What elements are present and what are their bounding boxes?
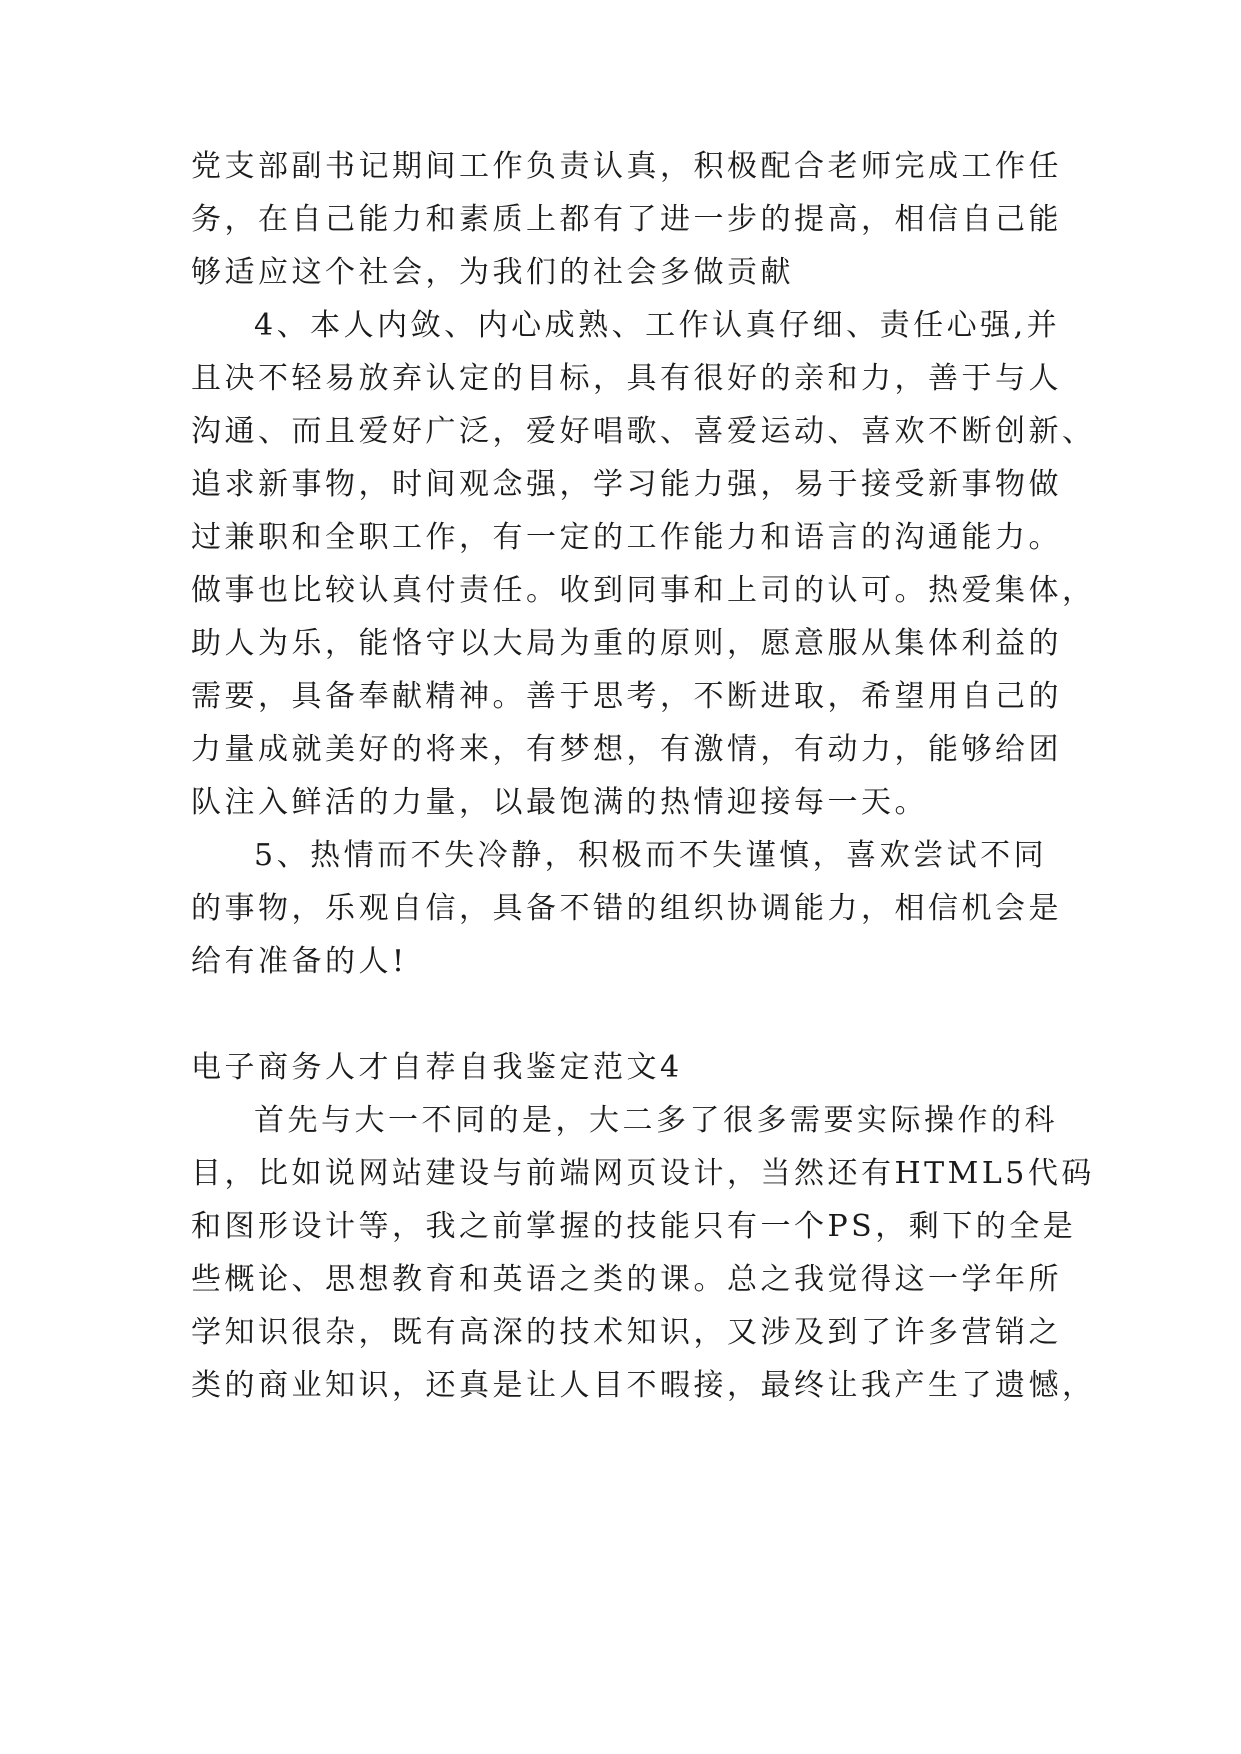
text-line: 学知识很杂，既有高深的技术知识，又涉及到了许多营销之 [191, 1315, 1062, 1350]
section-heading: 电子商务人才自荐自我鉴定范文4 [191, 1050, 683, 1085]
text-line: 力量成就美好的将来，有梦想，有激情，有动力，能够给团 [191, 732, 1062, 767]
text-line: 且决不轻易放弃认定的目标，具有很好的亲和力，善于与人 [191, 361, 1062, 396]
text-line: 和图形设计等，我之前掌握的技能只有一个PS，剩下的全是 [191, 1209, 1077, 1244]
text-line: 助人为乐，能恪守以大局为重的原则，愿意服从集体利益的 [191, 626, 1062, 661]
paragraph-start-line: 首先与大一不同的是，大二多了很多需要实际操作的科 [254, 1103, 1058, 1138]
text-line: 务，在自己能力和素质上都有了进一步的提高，相信自己能 [191, 202, 1062, 237]
text-line: 给有准备的人! [191, 944, 408, 979]
text-line: 够适应这个社会，为我们的社会多做贡献 [191, 255, 794, 290]
text-line: 沟通、而且爱好广泛，爱好唱歌、喜爱运动、喜欢不断创新、 [191, 414, 1096, 449]
text-line: 过兼职和全职工作，有一定的工作能力和语言的沟通能力。 [191, 520, 1062, 555]
text-line: 类的商业知识，还真是让人目不暇接，最终让我产生了遗憾， [191, 1368, 1096, 1403]
paragraph-start-line: 4、本人内敛、内心成熟、工作认真仔细、责任心强,并 [254, 308, 1061, 343]
text-line: 的事物，乐观自信，具备不错的组织协调能力，相信机会是 [191, 891, 1062, 926]
text-line: 党支部副书记期间工作负责认真，积极配合老师完成工作任 [191, 149, 1062, 184]
text-line: 做事也比较认真付责任。收到同事和上司的认可。热爱集体， [191, 573, 1096, 608]
text-line: 需要，具备奉献精神。善于思考，不断进取，希望用自己的 [191, 679, 1062, 714]
text-line: 目，比如说网站建设与前端网页设计，当然还有HTML5代码 [191, 1156, 1095, 1191]
text-line: 些概论、思想教育和英语之类的课。总之我觉得这一学年所 [191, 1262, 1062, 1297]
text-line: 追求新事物，时间观念强，学习能力强，易于接受新事物做 [191, 467, 1062, 502]
paragraph-start-line: 5、热情而不失冷静，积极而不失谨慎，喜欢尝试不同 [254, 838, 1048, 873]
text-line: 队注入鲜活的力量，以最饱满的热情迎接每一天。 [191, 785, 928, 820]
